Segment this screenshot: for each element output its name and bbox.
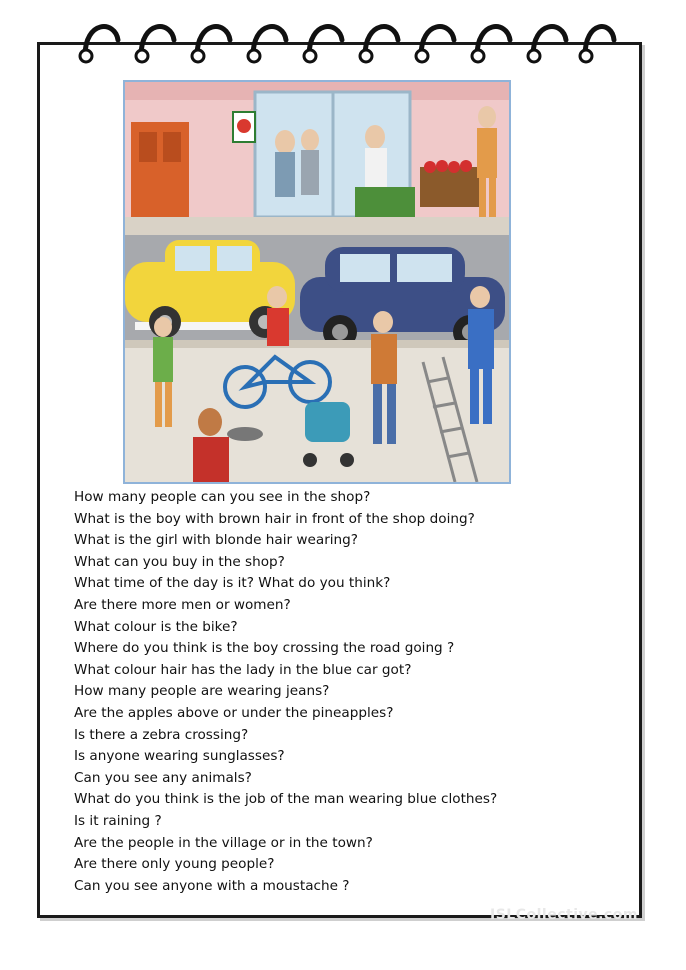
binding-ring (192, 27, 230, 62)
binding-ring (80, 27, 118, 62)
question-item: How many people are wearing jeans? (74, 683, 330, 700)
question-item: What time of the day is it? What do you think? (74, 575, 391, 592)
question-item: How many people can you see in the shop? (74, 489, 371, 505)
question-item: Where do you think is the boy crossing the road going ? (74, 640, 455, 657)
binding-ring (472, 27, 510, 62)
question-item: Are the apples above or under the pineapples? (74, 704, 394, 721)
pram (305, 402, 350, 442)
question-item: Can you see anyone with a moustache ? (74, 877, 350, 894)
question-item: Is anyone wearing sunglasses? (74, 748, 285, 765)
question-list (74, 487, 614, 897)
street-scene-illustration (123, 80, 511, 484)
question-item: What can you buy in the shop? (74, 553, 285, 570)
question-item: What is the boy with brown hair in front of the shop doing? (74, 510, 475, 527)
binding-ring (580, 27, 614, 62)
spiral-binding (0, 0, 686, 80)
question-item: Are there more men or women? (74, 596, 291, 613)
question-item: What colour hair has the lady in the blue car got? (74, 661, 412, 678)
question-item: What do you think is the job of the man wearing blue clothes? (74, 791, 498, 808)
binding-ring (416, 27, 454, 62)
binding-ring (304, 27, 342, 62)
question-item: Can you see any animals? (74, 769, 252, 786)
question-item: Is there a zebra crossing? (74, 726, 249, 743)
question-item: Are there only young people? (74, 856, 275, 873)
watermark: ISLCollective.com (490, 907, 638, 923)
binding-ring (360, 27, 398, 62)
question-item: Is it raining ? (74, 812, 162, 829)
manhole-cover (227, 427, 263, 441)
question-item: Are the people in the village or in the town? (74, 834, 373, 851)
binding-ring (248, 27, 286, 62)
fruit-stand (420, 167, 480, 207)
question-item: What is the girl with blonde hair wearing? (74, 532, 359, 549)
binding-ring (136, 27, 174, 62)
binding-ring (528, 27, 566, 62)
question-item: What colour is the bike? (74, 618, 238, 635)
